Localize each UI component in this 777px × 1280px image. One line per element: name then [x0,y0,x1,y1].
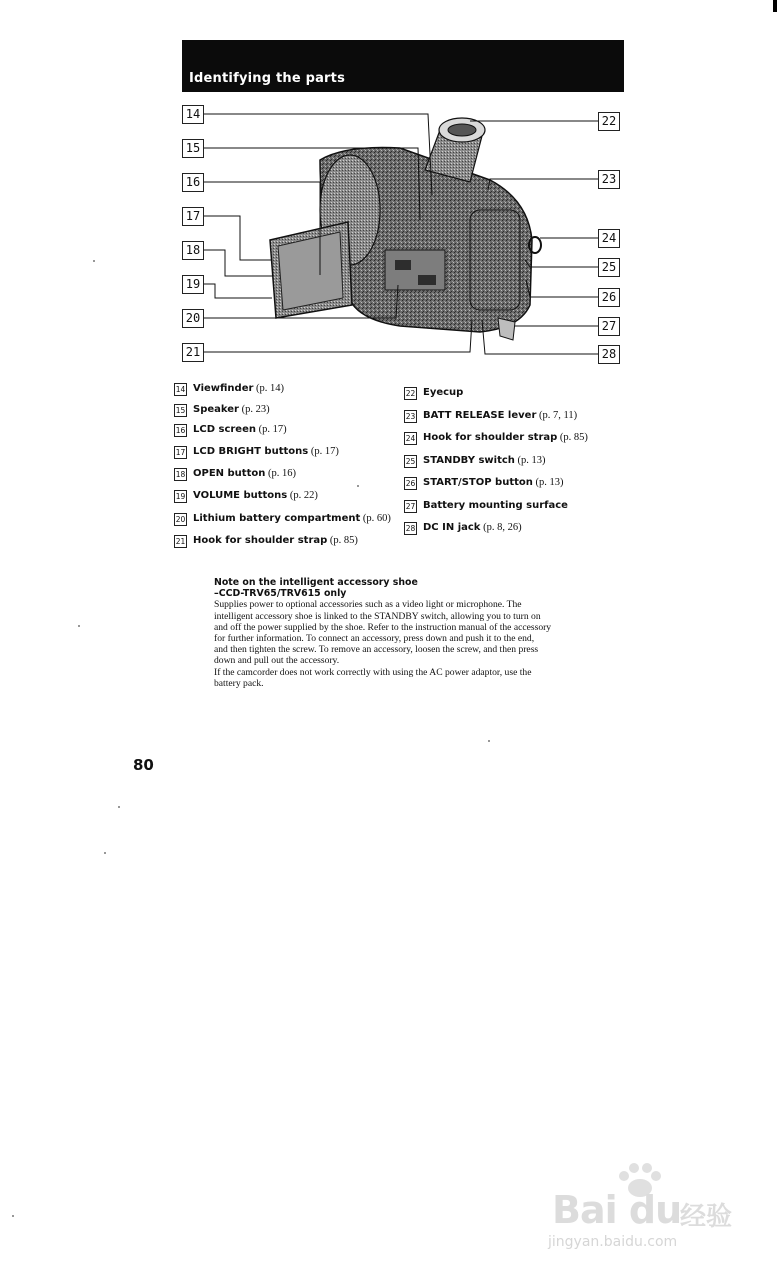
section-title: Identifying the parts [189,71,346,86]
callout-21: 21 [182,343,204,362]
legend-item: 19 VOLUME buttons (p. 22) [175,490,318,501]
camcorder-figure [170,100,630,370]
callout-15: 15 [182,139,204,158]
note-line: battery pack. [214,677,264,689]
watermark-url: jingyan.baidu.com [548,1234,678,1250]
legend-item: 23 BATT RELEASE lever (p. 7, 11) [405,410,578,421]
callout-24: 24 [598,229,620,248]
camcorder-illustration [170,100,630,370]
callout-16: 16 [182,173,204,192]
legend-item: 15 Speaker (p. 23) [175,404,270,415]
baidu-watermark [548,1160,748,1260]
scan-speck [118,806,120,808]
legend-item: 28 DC IN jack (p. 8, 26) [405,522,522,533]
watermark-brand: Bai du [552,1188,682,1232]
legend-item: 26 START/STOP button (p. 13) [405,477,564,488]
note-line: down and pull out the accessory. [214,655,340,667]
legend-item: 18 OPEN button (p. 16) [175,468,296,479]
callout-27: 27 [598,317,620,336]
legend-item: 24 Hook for shoulder strap (p. 85) [405,432,588,443]
scan-speck [12,1215,14,1217]
note-line: If the camcorder does not work correctly with using the AC power adaptor, use the [214,666,532,678]
legend-item: 20 Lithium battery compartment (p. 60) [175,513,391,524]
legend-item: 14 Viewfinder (p. 14) [175,383,285,394]
callout-19: 19 [182,275,204,294]
note-line: intelligent accessory shoe is linked to the STANDBY switch, allowing you to turn on [214,610,541,622]
note-line: for further information. To connect an accessory, press down and push it to the end, [214,633,535,645]
callout-26: 26 [598,288,620,307]
scan-speck [104,852,106,854]
legend-item: 16 LCD screen (p. 17) [175,424,287,435]
callout-20: 20 [182,309,204,328]
legend-item: 17 LCD BRIGHT buttons (p. 17) [175,446,339,457]
section-header [182,40,624,92]
callout-22: 22 [598,112,620,131]
callout-25: 25 [598,258,620,277]
scan-speck [357,485,359,487]
scan-speck [93,260,95,262]
note-line: and off the power supplied by the shoe. Refer to the instruction manual of the accessory [214,621,552,633]
scan-speck [78,625,80,627]
legend-right [404,386,624,536]
legend-item: 25 STANDBY switch (p. 13) [405,455,546,466]
note-line: and then tighten the screw. To remove an accessory, loosen the screw, and then press [214,644,539,656]
callout-14: 14 [182,105,204,124]
watermark-cn: 经验 [680,1202,733,1232]
note-line: Supplies power to optional accessories such as a video light or microphone. The [214,599,522,611]
note-subheading: –CCD-TRV65/TRV615 only [214,588,347,600]
page-number: 80 [133,756,154,774]
legend-item: 22 Eyecup [405,387,464,398]
callout-28: 28 [598,345,620,364]
note-heading: Note on the intelligent accessory shoe [214,577,418,588]
callout-18: 18 [182,241,204,260]
callout-17: 17 [182,207,204,226]
scan-speck [488,740,490,742]
note-block [214,577,614,689]
legend-left [174,382,394,552]
corner-mark [773,0,777,12]
legend-item: 27 Battery mounting surface [405,500,568,511]
callout-23: 23 [598,170,620,189]
legend-item: 21 Hook for shoulder strap (p. 85) [175,535,358,546]
